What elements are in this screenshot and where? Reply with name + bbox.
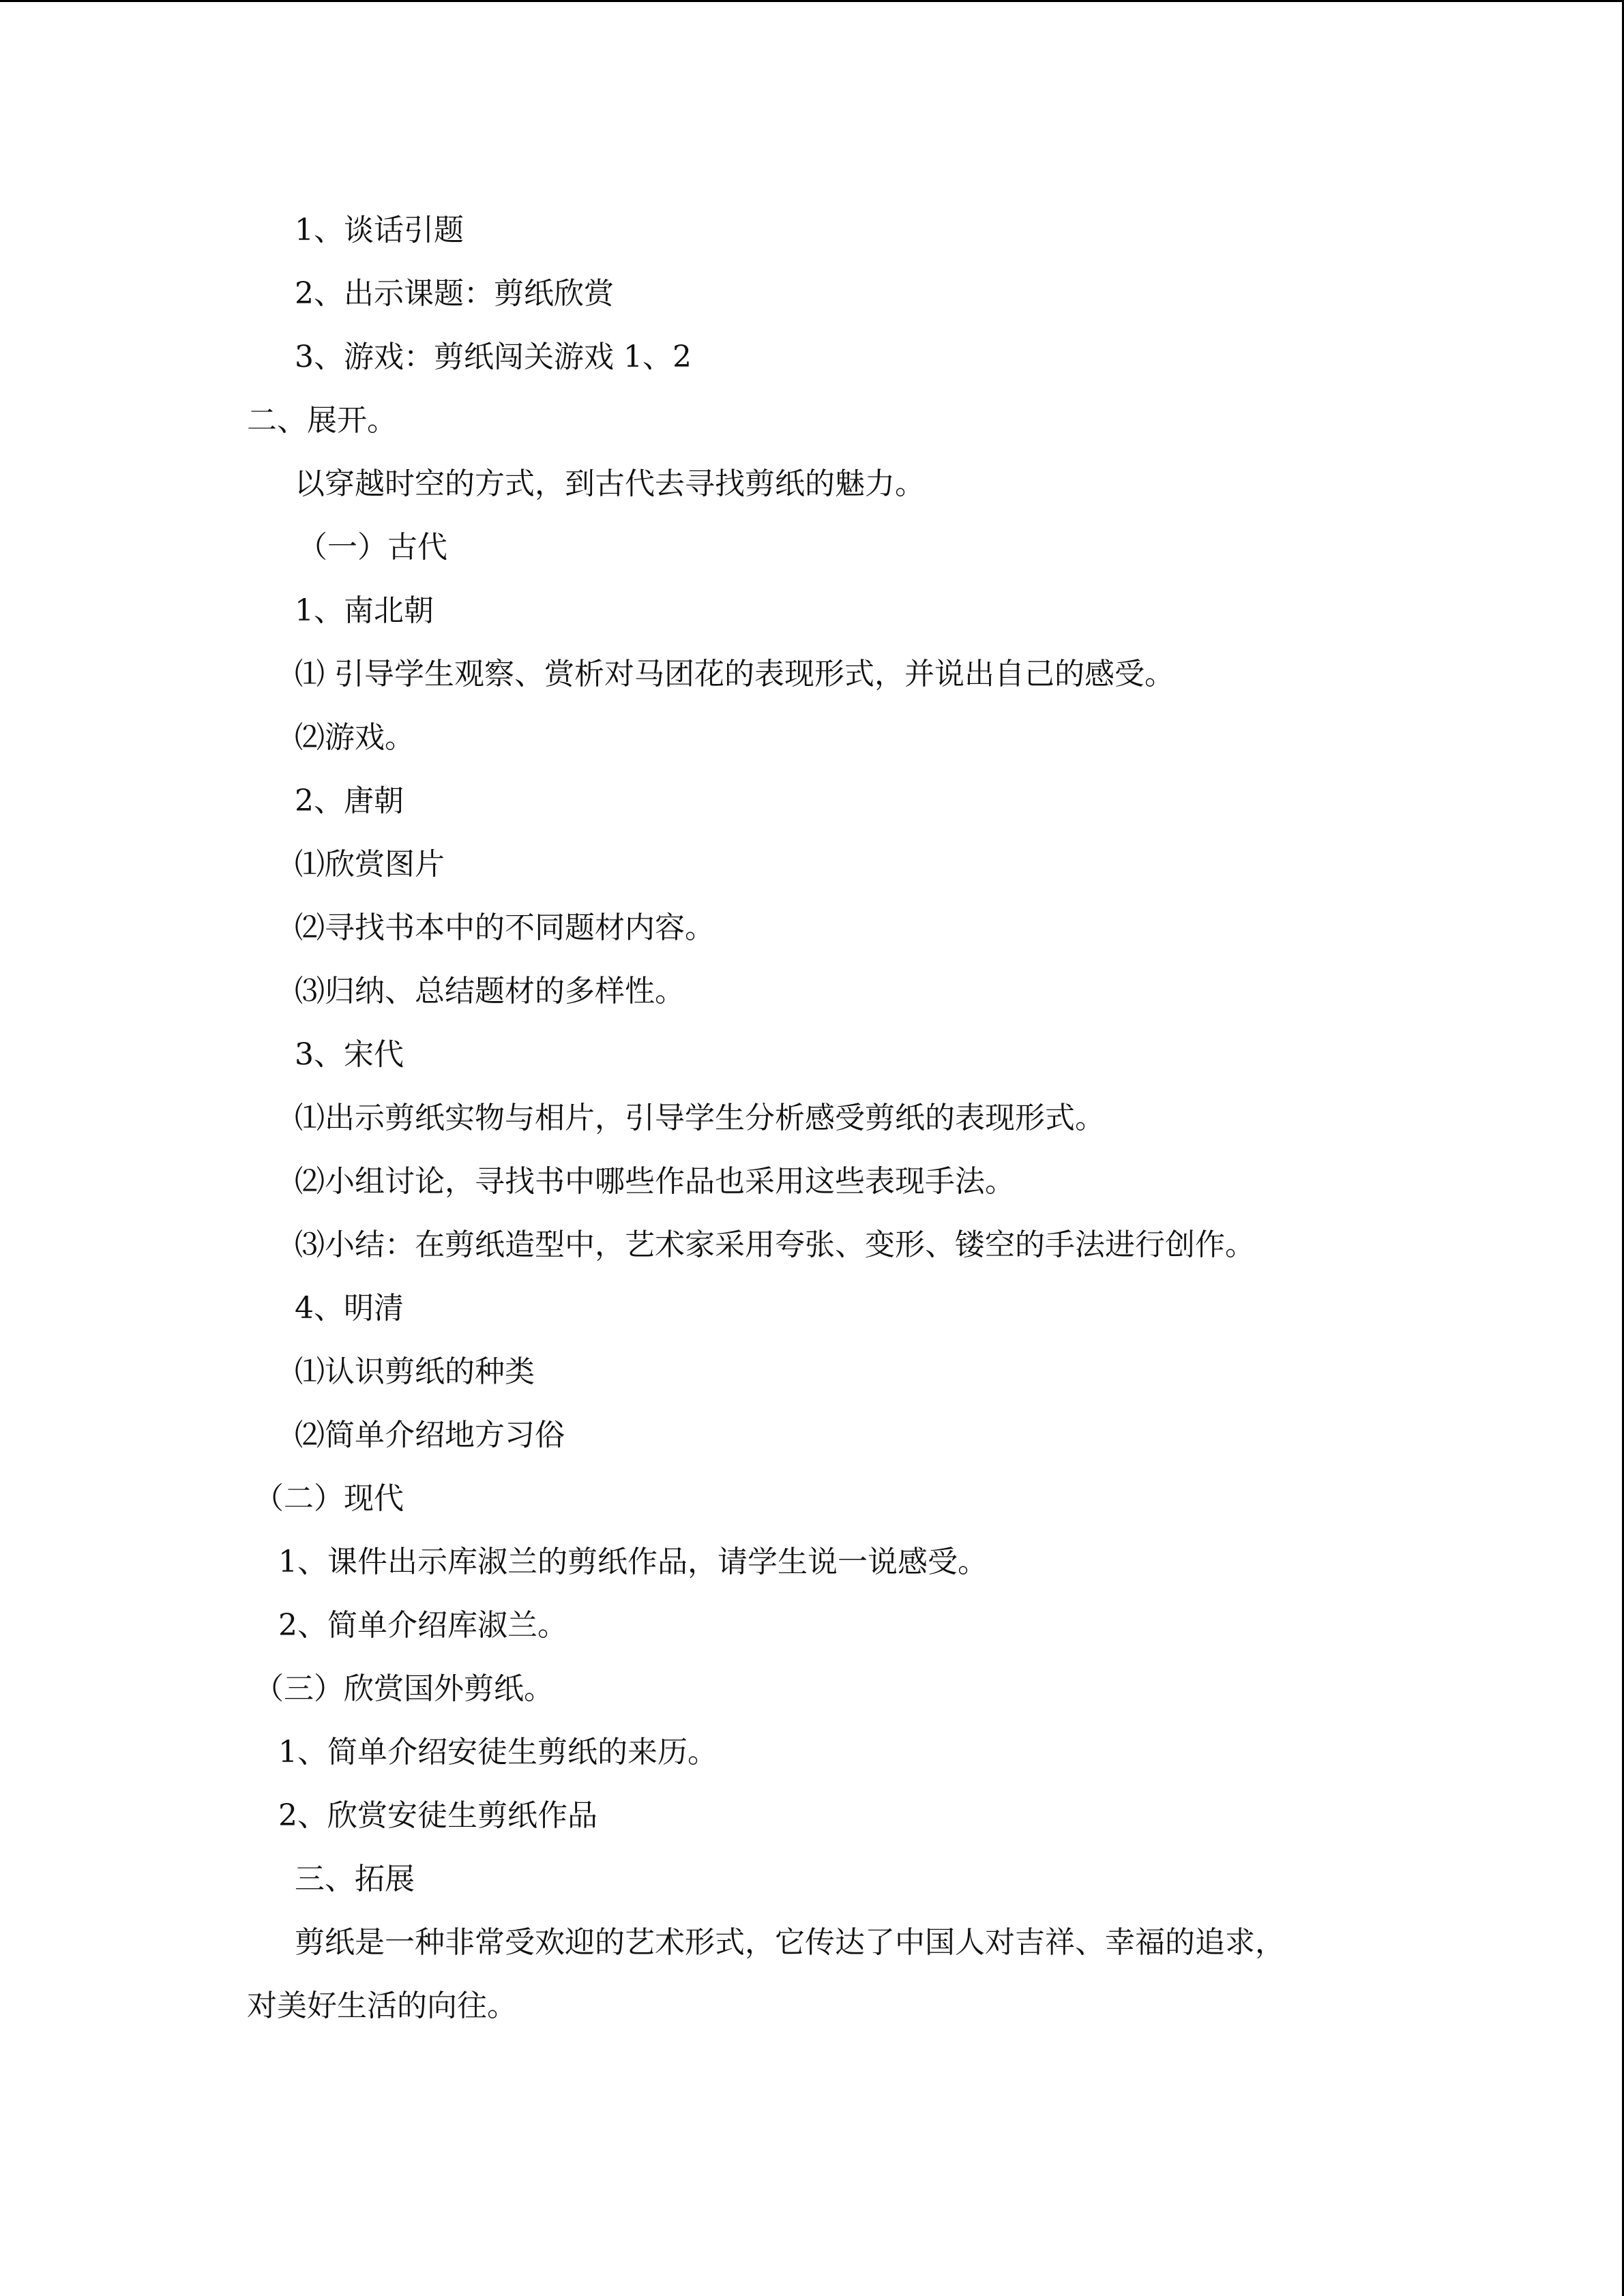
text-line: 以穿越时空的方式，到古代去寻找剪纸的魅力。	[295, 466, 925, 501]
text-line: ⑴ 引导学生观察、赏析对马团花的表现形式，并说出自己的感受。	[295, 657, 1175, 691]
text-line: 2、欣赏安徒生剪纸作品	[278, 1798, 597, 1833]
text-line: ⑶归纳、总结题材的多样性。	[295, 974, 685, 1009]
text-line: ⑵小组讨论，寻找书中哪些作品也采用这些表现手法。	[295, 1164, 1015, 1199]
text-line: 2、唐朝	[295, 784, 404, 818]
text-line: 对美好生活的向往。	[247, 1988, 517, 2023]
text-line: ⑴出示剪纸实物与相片，引导学生分析感受剪纸的表现形式。	[295, 1101, 1105, 1135]
text-line: 1、简单介绍安徒生剪纸的来历。	[278, 1735, 718, 1770]
text-line: 2、简单介绍库淑兰。	[278, 1608, 567, 1643]
text-line: 3、宋代	[295, 1037, 404, 1072]
text-line: ⑶小结：在剪纸造型中，艺术家采用夸张、变形、镂空的手法进行创作。	[295, 1227, 1255, 1262]
text-line: 3、游戏：剪纸闯关游戏 1、2	[295, 340, 692, 374]
text-line: ⑴欣赏图片	[295, 847, 445, 882]
text-line: ⑵寻找书本中的不同题材内容。	[295, 910, 715, 945]
text-line: ⑵游戏。	[295, 720, 415, 755]
text-line: （二）现代	[254, 1481, 404, 1516]
text-line: ⑴认识剪纸的种类	[295, 1354, 535, 1389]
text-line: 1、南北朝	[295, 593, 434, 628]
text-line: 三、拓展	[295, 1862, 415, 1896]
text-line: ⑵简单介绍地方习俗	[295, 1418, 565, 1452]
text-line: 2、出示课题：剪纸欣赏	[295, 276, 614, 311]
text-line: （一）古代	[297, 530, 447, 565]
text-line: 4、明清	[295, 1291, 404, 1326]
text-line: 剪纸是一种非常受欢迎的艺术形式，它传达了中国人对吉祥、幸福的追求，	[295, 1925, 1285, 1960]
text-line: 1、课件出示库淑兰的剪纸作品，请学生说一说感受。	[278, 1545, 988, 1579]
text-line: 1、谈话引题	[295, 213, 464, 248]
text-line: 二、展开。	[247, 403, 397, 438]
text-line: （三）欣赏国外剪纸。	[254, 1671, 554, 1706]
